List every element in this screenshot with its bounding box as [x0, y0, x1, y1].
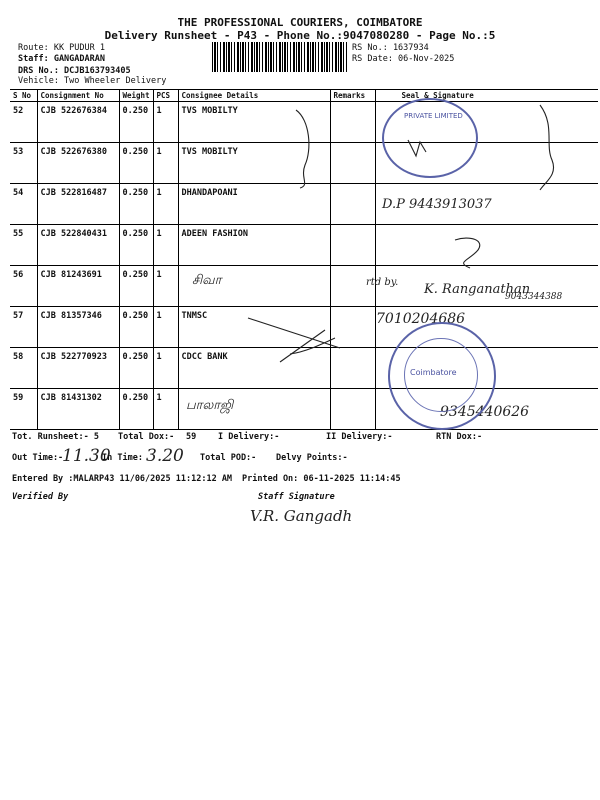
total-dox-value: 59: [186, 432, 197, 442]
pcs: 1: [153, 184, 178, 225]
total-runsheet: Tot. Runsheet:- 5: [12, 432, 99, 442]
consignee: CDCC BANK: [178, 348, 330, 389]
total-pod-label: Total POD:-: [200, 453, 257, 463]
handwritten-name-row56: சிவா: [192, 273, 222, 288]
signature-mark: [455, 238, 480, 268]
pcs: 1: [153, 266, 178, 307]
pcs: 1: [153, 102, 178, 143]
consignment-number: CJB 81243691: [37, 266, 119, 307]
weight: 0.250: [119, 389, 153, 430]
pcs: 1: [153, 389, 178, 430]
column-header: Seal & Signature: [375, 90, 598, 102]
consignment-number: CJB 81357346: [37, 307, 119, 348]
column-header: Consignee Details: [178, 90, 330, 102]
serial-number: 58: [10, 348, 37, 389]
pen-stroke-decoration: [296, 110, 309, 188]
handwritten-signature-row56: K. Ranganathan: [424, 282, 531, 297]
weight: 0.250: [119, 184, 153, 225]
column-header: PCS: [153, 90, 178, 102]
pcs: 1: [153, 225, 178, 266]
serial-number: 52: [10, 102, 37, 143]
serial-number: 55: [10, 225, 37, 266]
i-delivery-label: I Delivery:-: [218, 432, 280, 442]
pen-stroke-decoration: [290, 338, 335, 354]
handwritten-remark-row56: rtd by.: [366, 277, 399, 288]
pen-stroke-decoration: [540, 105, 554, 190]
verified-by-label: Verified By: [12, 492, 69, 502]
serial-number: 59: [10, 389, 37, 430]
staff-signature-label: Staff Signature: [258, 492, 335, 502]
consignee: TNMSC: [178, 307, 330, 348]
rs-date: RS Date: 06-Nov-2025: [352, 54, 455, 64]
printed-on: Printed On: 06-11-2025 11:14:45: [242, 474, 401, 484]
serial-number: 56: [10, 266, 37, 307]
cross-mark: [248, 318, 340, 348]
out-time-label: Out Time:-: [12, 453, 64, 463]
consignment-number: CJB 81431302: [37, 389, 119, 430]
handwritten-phone-row59: 9345440626: [440, 404, 530, 420]
weight: 0.250: [119, 225, 153, 266]
column-header: Remarks: [330, 90, 375, 102]
delvy-points-label: Delvy Points:-: [276, 453, 348, 463]
weight: 0.250: [119, 102, 153, 143]
column-header: S No: [10, 90, 37, 102]
drs-label: DRS No.: DCJB163793405: [18, 66, 131, 76]
consignment-number: CJB 522676380: [37, 143, 119, 184]
serial-number: 53: [10, 143, 37, 184]
in-time-label: In Time:: [102, 453, 143, 463]
consignee: ADEEN FASHION: [178, 225, 330, 266]
weight: 0.250: [119, 307, 153, 348]
runsheet-subtitle: Delivery Runsheet - P43 - Phone No.:9047080280 - Page No.:5: [104, 29, 496, 42]
handwritten-in-time: 3.20: [146, 446, 184, 466]
handwritten-name-row59: பாலாஜி: [186, 398, 234, 413]
weight: 0.250: [119, 266, 153, 307]
staff-handwritten-signature: V.R. Gangadh: [250, 507, 353, 525]
serial-number: 57: [10, 307, 37, 348]
consignment-number: CJB 522770923: [37, 348, 119, 389]
consignee: TVS MOBILTY: [178, 143, 330, 184]
weight: 0.250: [119, 348, 153, 389]
stamp-text: PRIVATE LIMITED: [404, 112, 463, 120]
serial-number: 54: [10, 184, 37, 225]
rs-number: RS No.: 1637934: [352, 43, 429, 53]
route-label: Route: KK PUDUR 1: [18, 43, 105, 53]
rtn-dox-label: RTN Dox:-: [436, 432, 483, 442]
stamp-text: Coimbatore: [410, 368, 457, 377]
column-header: Weight: [119, 90, 153, 102]
handwritten-phone-row54: D.P 9443913037: [382, 197, 492, 212]
handwritten-phone-row57: 7010204686: [376, 311, 466, 327]
total-dox-label: Total Dox:-: [118, 432, 175, 442]
company-seal-stamp: [382, 98, 478, 178]
consignment-number: CJB 522840431: [37, 225, 119, 266]
pcs: 1: [153, 143, 178, 184]
vehicle-label: Vehicle: Two Wheeler Delivery: [18, 76, 167, 86]
consignee: TVS MOBILTY: [178, 102, 330, 143]
consignment-number: CJB 522816487: [37, 184, 119, 225]
handwritten-phone-row56: 9043344388: [505, 292, 563, 302]
round-seal-stamp: [388, 322, 496, 430]
consignment-number: CJB 522676384: [37, 102, 119, 143]
handwritten-out-time: 11.30: [62, 446, 111, 466]
pcs: 1: [153, 348, 178, 389]
weight: 0.250: [119, 143, 153, 184]
ii-delivery-label: II Delivery:-: [326, 432, 393, 442]
column-header: Consignment No: [37, 90, 119, 102]
company-title: THE PROFESSIONAL COURIERS, COIMBATORE: [177, 16, 423, 29]
consignee: DHANDAPOANI: [178, 184, 330, 225]
pcs: 1: [153, 307, 178, 348]
entered-by: Entered By :MALARP43 11/06/2025 11:12:12 AM: [12, 474, 233, 484]
staff-label: Staff: GANGADARAN: [18, 54, 105, 64]
